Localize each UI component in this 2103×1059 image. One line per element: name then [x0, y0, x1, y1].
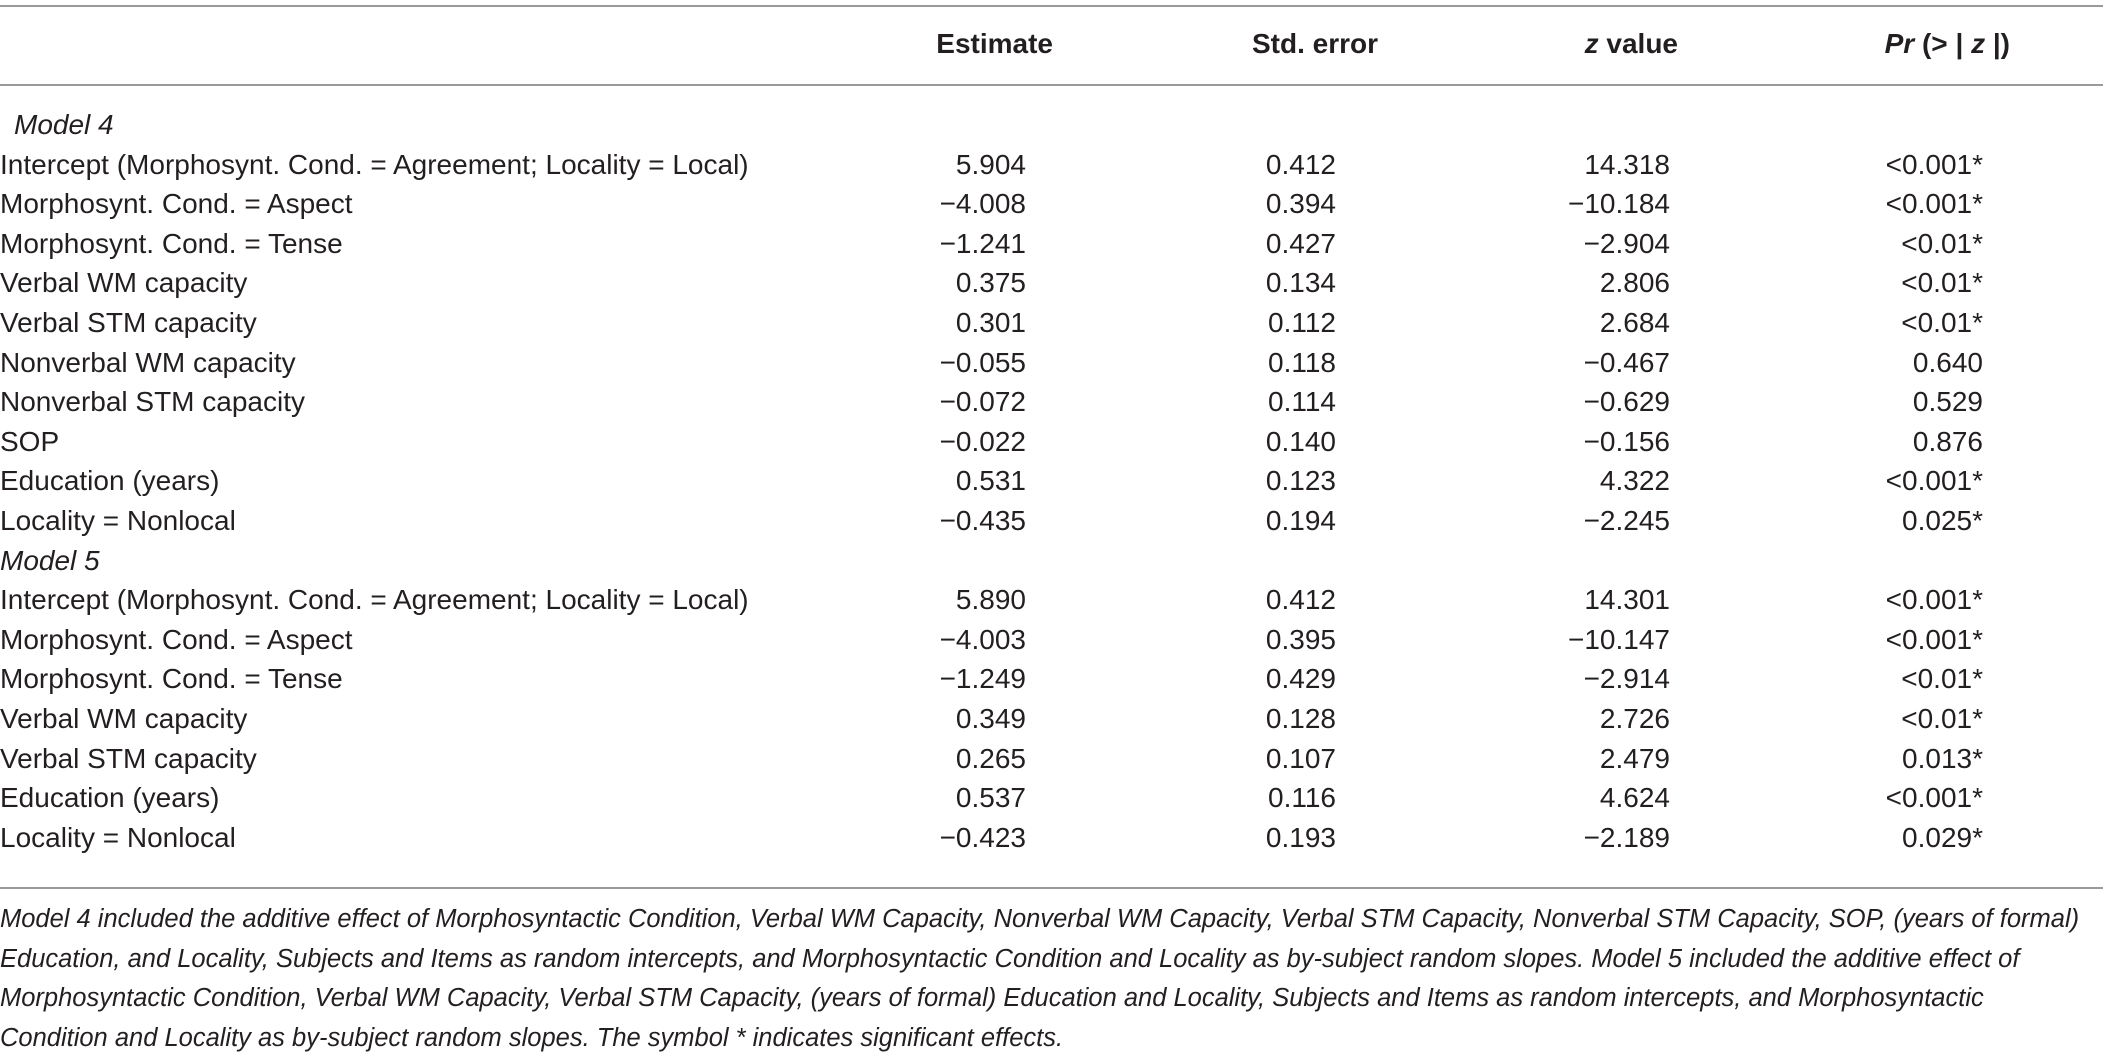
p-value: <0.001* [1885, 465, 1983, 497]
z-value: −10.184 [1568, 188, 1670, 220]
table-row [0, 382, 2103, 422]
estimate-value: 0.349 [955, 703, 1026, 734]
z-value: −2.914 [1583, 663, 1670, 695]
row-label: Morphosynt. Cond. = Tense [0, 663, 343, 695]
estimate-value: −0.055 [939, 346, 1026, 378]
z-value: −0.467 [1583, 346, 1670, 378]
p-value: 0.529 [1912, 386, 1983, 418]
row-label: Education (years) [0, 782, 220, 814]
header-pr-z: z [1971, 28, 1986, 59]
std-error-value: 0.107 [1265, 742, 1336, 774]
estimate-value: −0.022 [939, 425, 1026, 457]
header-z-rest: value [1598, 28, 1678, 59]
header-estimate: Estimate [936, 28, 1053, 59]
table-row [0, 501, 2103, 541]
std-error-value: 0.128 [1265, 703, 1336, 734]
estimate-value: 0.265 [955, 742, 1026, 774]
z-value: −2.904 [1583, 227, 1670, 259]
z-value: 14.318 [1584, 148, 1670, 180]
table-bottom-rule [0, 887, 2103, 889]
table-row [0, 659, 2103, 699]
row-label: Verbal STM capacity [0, 307, 257, 338]
row-label: Education (years) [0, 465, 220, 497]
table-row [0, 145, 2103, 185]
z-value: −0.629 [1583, 386, 1670, 418]
z-value: 4.322 [1599, 465, 1670, 497]
estimate-value: −4.008 [939, 188, 1026, 220]
p-value: <0.001* [1885, 782, 1983, 814]
row-label: Morphosynt. Cond. = Aspect [0, 623, 353, 655]
p-value: 0.013* [1902, 742, 1983, 774]
table-header-rule [0, 84, 2103, 86]
row-label: Locality = Nonlocal [0, 821, 236, 853]
std-error-value: 0.116 [1268, 782, 1336, 814]
table-row [0, 818, 2103, 858]
header-pr [1885, 26, 2010, 62]
estimate-value: −0.423 [939, 821, 1026, 853]
p-value: 0.029* [1902, 821, 1983, 853]
p-value: <0.01* [1901, 663, 1983, 695]
std-error-value: 0.114 [1268, 386, 1336, 418]
table-top-rule [0, 5, 2103, 7]
section-title: Model 5 [0, 544, 100, 576]
table-row [0, 184, 2103, 224]
header-z-value [1585, 26, 1678, 62]
z-value: 2.684 [1599, 307, 1670, 338]
p-value: 0.640 [1912, 346, 1983, 378]
table-row [0, 263, 2103, 303]
std-error-value: 0.140 [1265, 425, 1336, 457]
p-value: <0.01* [1901, 307, 1983, 338]
section-row [0, 541, 2103, 581]
header-pr-italic: Pr [1884, 28, 1915, 59]
std-error-value: 0.118 [1268, 346, 1336, 378]
p-value: <0.001* [1885, 623, 1983, 655]
estimate-value: 0.531 [955, 465, 1026, 497]
row-label: Locality = Nonlocal [0, 505, 236, 536]
p-value: <0.01* [1901, 227, 1983, 259]
p-value: <0.01* [1901, 267, 1983, 299]
estimate-value: 0.301 [955, 307, 1026, 338]
table-row [0, 422, 2103, 462]
row-label: Verbal WM capacity [0, 703, 248, 734]
p-value: 0.876 [1912, 425, 1983, 457]
estimate-value: 5.904 [955, 148, 1026, 180]
table-row [0, 699, 2103, 739]
row-label: Morphosynt. Cond. = Aspect [0, 188, 353, 220]
std-error-value: 0.194 [1265, 505, 1336, 536]
table-footnote: Model 4 included the additive effect of Morphosyntactic Condition, Verbal WM Capacity, Nonverbal WM Capacity, Verbal STM Capacity, Nonverbal STM Capacity, SOP, (years of formal) Education, and Locality, Subjects and Items as random intercepts, and Morphosyntactic Condition and Locality as by-subject random slopes. Model 5 included the additive effect of Morphosyntactic Condition, Verbal WM Capacity, Verbal STM Capacity, (years of formal) Education and Locality, Subjects and Items as random intercepts, and Morphosyntactic Condition and Locality as by-subject random slopes. The symbol * indicates significant effects. [0, 905, 2080, 1052]
z-value: 2.726 [1599, 703, 1670, 734]
table-row [0, 778, 2103, 818]
p-value: 0.025* [1902, 505, 1983, 536]
estimate-value: 0.375 [955, 267, 1026, 299]
std-error-value: 0.193 [1265, 821, 1336, 853]
table-row [0, 224, 2103, 264]
row-label: Verbal WM capacity [0, 267, 248, 299]
p-value: <0.01* [1901, 703, 1983, 734]
table-row [0, 461, 2103, 501]
std-error-value: 0.112 [1268, 307, 1336, 338]
header-std-error: Std. error [1251, 28, 1378, 59]
table-row [0, 620, 2103, 660]
std-error-value: 0.429 [1265, 663, 1336, 695]
z-value: −0.156 [1583, 425, 1670, 457]
row-label: Morphosynt. Cond. = Tense [0, 227, 343, 259]
estimate-value: 0.537 [955, 782, 1026, 814]
table-row [0, 343, 2103, 383]
row-label: Intercept (Morphosynt. Cond. = Agreement; Locality = Local) [0, 584, 749, 616]
section-row [0, 105, 2103, 145]
estimate-value: −1.241 [939, 227, 1026, 259]
table-row [0, 303, 2103, 343]
z-value: 14.301 [1584, 584, 1670, 616]
table-row [0, 739, 2103, 779]
std-error-value: 0.395 [1265, 623, 1336, 655]
row-label: SOP [0, 425, 60, 457]
z-value: 2.479 [1599, 742, 1670, 774]
z-value: 2.806 [1599, 267, 1670, 299]
std-error-value: 0.123 [1265, 465, 1336, 497]
header-pr-open: (> | [1914, 28, 1972, 59]
header-z-italic: z [1584, 28, 1599, 59]
row-label: Verbal STM capacity [0, 742, 257, 774]
row-label: Nonverbal STM capacity [0, 386, 306, 418]
estimate-value: −1.249 [939, 663, 1026, 695]
std-error-value: 0.412 [1265, 148, 1336, 180]
row-label: Intercept (Morphosynt. Cond. = Agreement; Locality = Local) [0, 148, 749, 180]
row-label: Nonverbal WM capacity [0, 346, 296, 378]
p-value: <0.001* [1885, 148, 1983, 180]
header-pr-close: |) [1985, 28, 2010, 59]
std-error-value: 0.394 [1265, 188, 1336, 220]
estimate-value: 5.890 [955, 584, 1026, 616]
estimate-value: −0.072 [939, 386, 1026, 418]
std-error-value: 0.412 [1265, 584, 1336, 616]
estimate-value: −4.003 [939, 623, 1026, 655]
estimate-value: −0.435 [939, 505, 1026, 536]
z-value: −10.147 [1568, 623, 1670, 655]
p-value: <0.001* [1885, 188, 1983, 220]
p-value: <0.001* [1885, 584, 1983, 616]
std-error-value: 0.427 [1265, 227, 1336, 259]
table-row [0, 580, 2103, 620]
z-value: 4.624 [1599, 782, 1670, 814]
section-title: Model 4 [14, 109, 114, 140]
z-value: −2.245 [1583, 505, 1670, 536]
std-error-value: 0.134 [1265, 267, 1336, 299]
z-value: −2.189 [1583, 821, 1670, 853]
